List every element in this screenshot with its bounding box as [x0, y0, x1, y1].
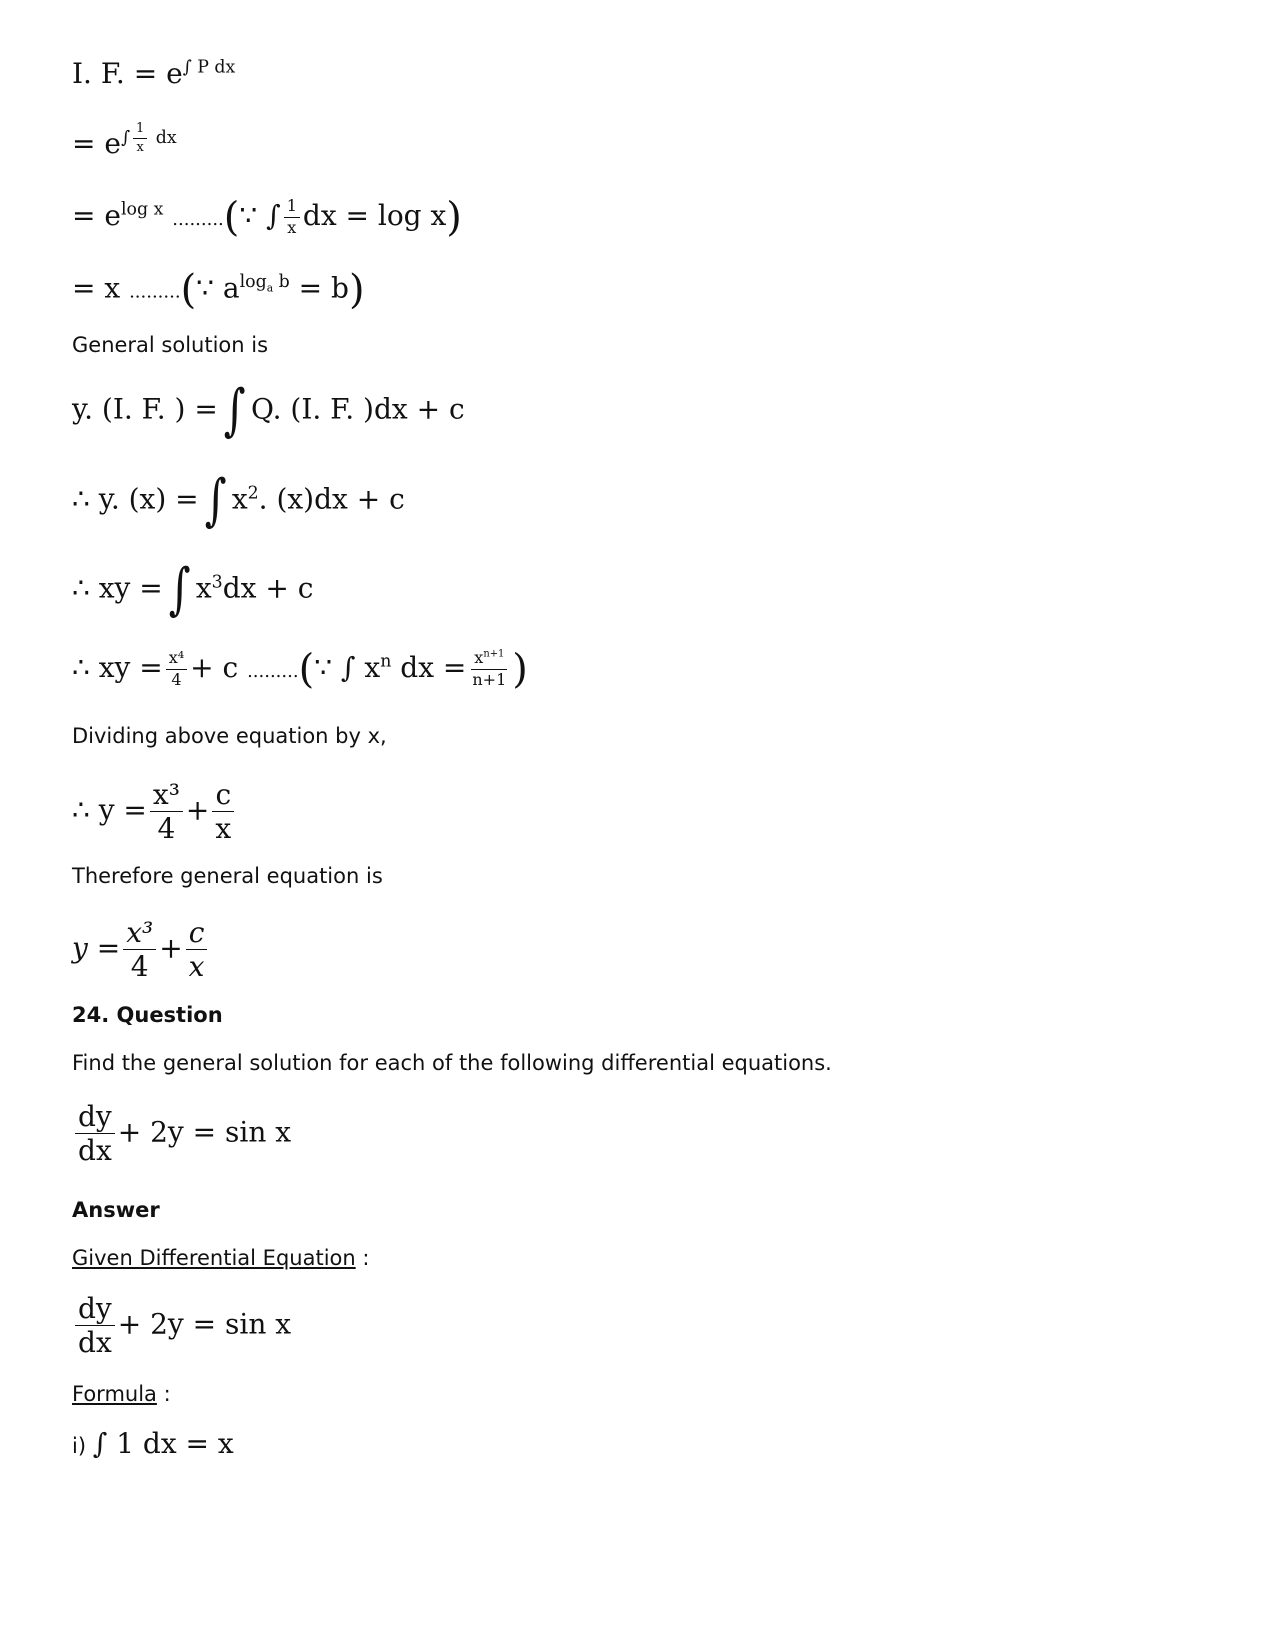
final-numerator-2: c — [186, 918, 208, 950]
if-step-2-reason-integral: ∵ ∫ — [239, 198, 281, 232]
gs-line-4-reason-exponent: n — [380, 651, 392, 672]
gs-line-4-denominator: 4 — [171, 669, 182, 689]
gs-line-4-reason-numerator: x — [474, 648, 484, 667]
gs-line-4-reason-fraction — [469, 650, 509, 689]
final-fraction-2 — [186, 918, 208, 982]
if-definition-exponent: ∫ P dx — [182, 57, 236, 78]
formula-item-i — [72, 1427, 234, 1460]
given-label: Given Differential Equation — [72, 1246, 356, 1270]
final-numerator-1: x³ — [123, 918, 156, 950]
if-step-3-reason-rest: = b — [289, 271, 349, 305]
answer-heading: Answer — [72, 1198, 160, 1222]
gs-line-2-rest: . (x)dx + c — [258, 482, 405, 516]
divided-equation — [72, 780, 237, 844]
question-derivative — [75, 1102, 115, 1166]
gs-line-1 — [72, 378, 465, 443]
formula-item-i-expression: ∫ 1 dx = x — [92, 1427, 234, 1460]
question-text: Find the general solution for each of the following differential equations. — [72, 1051, 832, 1075]
if-step-1-dx: dx — [150, 127, 177, 148]
if-step-1-numerator: 1 — [133, 122, 147, 139]
final-fraction-1 — [123, 918, 156, 982]
question-derivative-denominator: dx — [78, 1134, 112, 1168]
if-step-1-denominator: x — [136, 139, 144, 155]
gs-line-2-lhs: ∴ y. (x) = — [72, 482, 199, 516]
general-solution-label: General solution is — [72, 333, 269, 357]
gs-line-2-exponent: 2 — [247, 483, 259, 504]
gs-line-4-fraction — [166, 650, 187, 689]
if-step-3: = x .........(∵ $a^{log_a b} = b$) — [72, 267, 365, 313]
divided-fraction-2 — [212, 780, 234, 844]
final-denominator-2: x — [188, 950, 205, 984]
given-label-line — [72, 1246, 369, 1270]
gs-line-4-reason-denominator: n+1 — [472, 669, 507, 689]
if-step-1-integral: ∫ — [120, 127, 130, 148]
question-derivative-numerator: dy — [75, 1102, 115, 1134]
given-colon: : — [355, 1246, 370, 1270]
divided-plus: + — [185, 793, 210, 827]
gs-line-2 — [72, 468, 405, 533]
if-step-2-reason-rest: dx = log x — [302, 198, 447, 232]
gs-line-1-lhs: y. (I. F. ) = — [72, 392, 218, 426]
question-equation-rest: + 2y = sin x — [117, 1115, 292, 1149]
if-step-2-exponent: log x — [120, 199, 164, 220]
given-derivative — [75, 1294, 115, 1358]
formula-label-line — [72, 1382, 171, 1406]
gs-line-4-numerator: x⁴ — [166, 650, 187, 670]
if-step-2-reason-denominator: x — [287, 217, 297, 237]
gs-line-4-lhs: ∴ xy = — [72, 650, 163, 684]
divided-equation-lhs: ∴ y = — [72, 793, 147, 827]
if-step-3-reason-log-arg: b — [273, 272, 290, 293]
therefore-label: Therefore general equation is — [72, 864, 383, 888]
gs-line-4-reason-integral: ∵ ∫ x — [314, 650, 381, 684]
given-derivative-denominator: dx — [78, 1326, 112, 1360]
formula-colon: : — [156, 1382, 171, 1406]
gs-line-4-constant: + c — [190, 650, 239, 684]
if-step-1 — [72, 122, 177, 158]
if-step-2-reason-fraction — [284, 198, 300, 237]
gs-line-3-rest: dx + c — [222, 571, 314, 605]
gs-line-2-base: x — [231, 482, 248, 516]
divided-numerator-2: c — [212, 780, 234, 812]
given-equation — [72, 1294, 291, 1358]
divided-denominator-1: 4 — [157, 812, 176, 846]
gs-line-3-lhs: ∴ xy = — [72, 571, 163, 605]
if-step-2-lhs: = e — [72, 198, 121, 232]
formula-item-i-prefix: i) — [72, 1434, 93, 1458]
divided-numerator-1: x³ — [150, 780, 183, 812]
final-equation — [72, 918, 210, 982]
if-step-2-reason-numerator: 1 — [284, 198, 300, 218]
if-definition — [72, 57, 236, 90]
integral-sign: ∫ — [168, 557, 191, 622]
final-plus: + — [159, 931, 183, 965]
final-equation-lhs: y = — [72, 931, 121, 965]
gs-line-4-reason-dx: dx = — [391, 650, 467, 684]
given-equation-rest: + 2y = sin x — [117, 1307, 292, 1341]
gs-line-3-base: x — [195, 571, 212, 605]
dividing-label: Dividing above equation by x, — [72, 724, 387, 748]
question-equation — [72, 1102, 291, 1166]
gs-line-4-reason-numerator-exponent: n+1 — [483, 648, 505, 660]
gs-line-4-dots: ......... — [247, 660, 299, 682]
gs-line-1-rhs: Q. (I. F. )dx + c — [251, 392, 465, 426]
if-step-3-lhs: = x — [72, 271, 121, 305]
formula-label: Formula — [72, 1382, 157, 1406]
if-step-3-reason-base: ∵ a — [196, 271, 240, 305]
if-step-3-reason-log-base: a — [266, 281, 274, 295]
integral-sign: ∫ — [204, 468, 227, 533]
if-step-1-lhs: = e — [72, 126, 121, 160]
if-step-3-dots: ......... — [129, 281, 181, 303]
gs-line-3-exponent: 3 — [211, 572, 223, 593]
if-step-3-reason-log: log — [239, 272, 267, 293]
gs-line-4: ∴ xy = $\frac{\text{x⁴}}{4}$ + c .........(∵ ∫ $x^n$ dx = $\frac{x^{n+1}}{n+1}$ ) — [72, 646, 528, 693]
final-denominator-1: 4 — [130, 950, 149, 984]
given-derivative-numerator: dy — [75, 1294, 115, 1326]
if-step-2-dots: ......... — [172, 208, 224, 230]
gs-line-3 — [72, 557, 314, 622]
if-definition-lhs: I. F. = e — [72, 57, 183, 90]
integral-sign: ∫ — [223, 378, 246, 443]
if-step-1-fraction — [133, 122, 147, 154]
divided-denominator-2: x — [215, 812, 232, 846]
if-step-2: = $e^{log x}$ .........(∵ ∫ $\frac{1}{x}$ dx = log x) — [72, 194, 462, 241]
divided-fraction-1 — [150, 780, 183, 844]
question-heading: 24. Question — [72, 1003, 223, 1027]
